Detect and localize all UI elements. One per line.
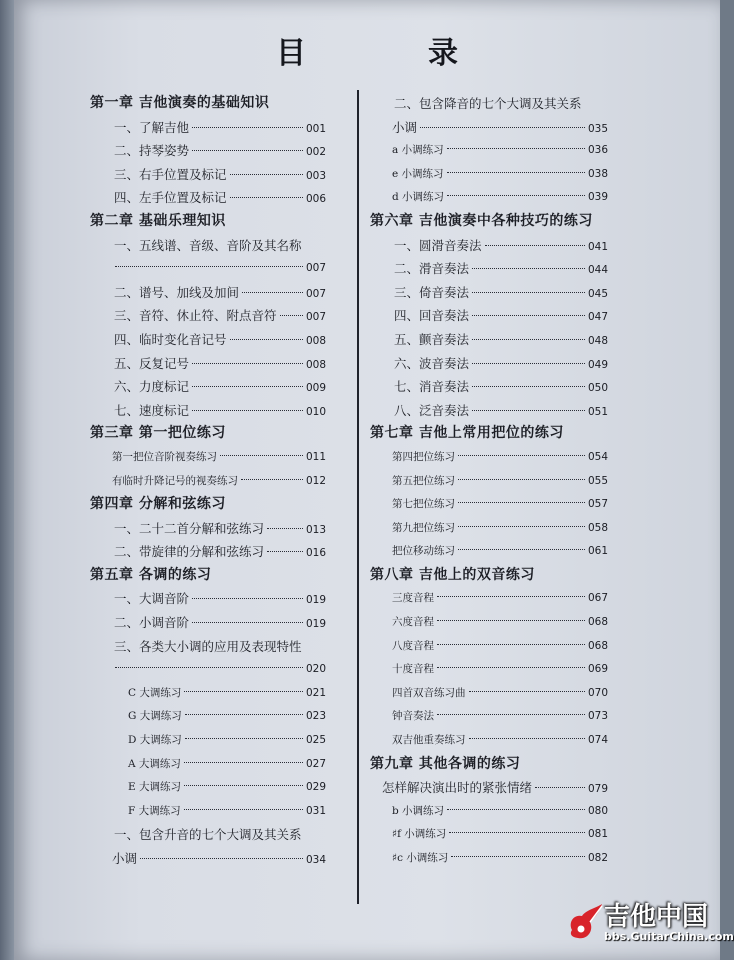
page-number: 067: [587, 592, 608, 605]
entry-title: 一、了解吉他: [114, 119, 190, 135]
page-number: 002: [305, 146, 326, 159]
entry-title: 二、谱号、加线及加间: [114, 284, 240, 300]
dot-leader: [437, 714, 585, 715]
toc-entry: 一、五线谱、音级、音阶及其名称: [114, 237, 302, 253]
entry-title: 三、音符、休止符、附点音符: [114, 308, 277, 324]
toc-entry: [90, 587, 326, 611]
dot-leader: [192, 386, 303, 387]
toc-entry: [370, 705, 608, 729]
toc-entry: [370, 328, 608, 352]
site-watermark: [564, 896, 734, 952]
toc-entry: [90, 446, 326, 470]
toc-entry: [90, 186, 326, 210]
dot-leader: [472, 292, 585, 293]
dot-leader: [447, 809, 585, 810]
entry-title: 一、二十二首分解和弦练习: [114, 520, 265, 536]
page-number: 035: [587, 122, 608, 135]
toc-entry: [90, 540, 326, 564]
chapter-heading: 第九章 其他各调的练习: [370, 755, 521, 772]
dot-leader: [185, 738, 303, 739]
toc-entry: [90, 729, 326, 753]
entry-title: 六度音程: [392, 616, 434, 629]
watermark-url: bbs.GuitarChina.com: [604, 930, 734, 943]
entry-title: 第七把位练习: [392, 498, 455, 511]
toc-entry: [370, 587, 608, 611]
dot-leader: [437, 644, 585, 645]
page-number: 019: [305, 618, 326, 631]
toc-entry: 二、包含降音的七个大调及其关系: [394, 96, 582, 111]
dot-leader: [458, 455, 585, 456]
dot-leader: [115, 266, 303, 267]
page-number: 058: [587, 521, 608, 534]
entry-title: C 大调练习: [128, 686, 182, 699]
page-number: 023: [305, 710, 326, 723]
toc-entry: [90, 776, 326, 800]
dot-leader: [192, 150, 303, 151]
page-number: 050: [587, 382, 608, 395]
toc-entry: [370, 682, 608, 706]
entry-title: 五、颤音奏法: [394, 331, 470, 347]
page-number: 070: [587, 686, 608, 699]
dot-leader: [437, 620, 585, 621]
dot-leader: [472, 363, 585, 364]
toc-entry: [90, 470, 326, 494]
page-number: 044: [587, 264, 608, 277]
page-number: 006: [305, 193, 326, 206]
page-number: 025: [305, 734, 326, 747]
entry-title: ♯c 小调练习: [392, 852, 449, 864]
entry-title: 十度音程: [392, 663, 434, 676]
dot-leader: [192, 410, 303, 411]
entry-title: 第九把位练习: [392, 521, 455, 534]
page-number: 061: [587, 545, 608, 558]
entry-title: 二、带旋律的分解和弦练习: [114, 544, 265, 560]
page-number: 041: [587, 240, 608, 253]
toc-entry: [370, 635, 608, 659]
column-divider: [357, 90, 359, 904]
toc-entry: [370, 729, 608, 753]
entry-title: 一、圆滑音奏法: [394, 237, 482, 253]
entry-title: 三度音程: [392, 592, 434, 605]
dot-leader: [469, 738, 585, 739]
page-number: 057: [587, 498, 608, 511]
entry-title: 三、右手位置及标记: [114, 166, 227, 182]
entry-title: D 大调练习: [128, 734, 182, 747]
dot-leader: [241, 479, 303, 480]
toc-entry: [90, 705, 326, 729]
entry-title: 三、倚音奏法: [394, 284, 470, 300]
dot-leader: [437, 596, 585, 597]
entry-title: 二、滑音奏法: [394, 261, 470, 277]
entry-title: 钟音奏法: [392, 710, 434, 723]
entry-title: d 小调练习: [392, 191, 445, 204]
toc-entry: [90, 139, 326, 163]
dot-leader: [267, 528, 303, 529]
dot-leader: [451, 856, 585, 857]
toc-entry: [90, 304, 326, 328]
entry-title: 八度音程: [392, 639, 434, 652]
page-number: 045: [587, 287, 608, 300]
toc-entry: [90, 328, 326, 352]
entry-title: 第一把位音阶视奏练习: [112, 450, 217, 463]
entry-title: 小调: [112, 851, 138, 866]
page-number: 019: [305, 594, 326, 607]
dot-leader: [192, 363, 303, 364]
entry-title: ♯f 小调练习: [392, 828, 447, 841]
entry-title: E 大调练习: [128, 781, 182, 794]
toc-entry: [90, 658, 326, 682]
dot-leader: [472, 339, 585, 340]
page-number: 016: [305, 547, 326, 560]
dot-leader: [447, 195, 585, 196]
toc-entry: [90, 281, 326, 305]
page-edge-strip: [0, 0, 14, 960]
dot-leader: [280, 315, 303, 316]
dot-leader: [485, 245, 585, 246]
page-number: 048: [587, 334, 608, 347]
page-number: 073: [587, 710, 608, 723]
page-number: 013: [305, 523, 326, 536]
page-number: 009: [305, 382, 326, 395]
dot-leader: [267, 551, 303, 552]
entry-title: 六、力度标记: [114, 379, 190, 395]
entry-title: 四、临时变化音记号: [114, 331, 227, 347]
page-number: 003: [305, 169, 326, 182]
toc-entry: [370, 493, 608, 517]
dot-leader: [192, 622, 303, 623]
dot-leader: [472, 386, 585, 387]
dot-leader: [184, 762, 303, 763]
dot-leader: [469, 691, 585, 692]
dot-leader: [447, 148, 585, 149]
entry-title: 四、回音奏法: [394, 308, 470, 324]
page-number: 081: [587, 828, 608, 841]
chapter-heading: 第四章 分解和弦练习: [90, 496, 226, 513]
toc-entry: [370, 375, 608, 399]
entry-title: e 小调练习: [392, 167, 444, 180]
toc-entry: [370, 611, 608, 635]
page-number: 011: [305, 450, 326, 463]
toc-entry: [90, 847, 326, 871]
toc-entry: [90, 257, 326, 281]
toc-entry: [370, 446, 608, 470]
entry-title: 七、速度标记: [114, 402, 190, 418]
toc-entry: [370, 776, 608, 800]
dot-leader: [140, 858, 303, 859]
page-number: 029: [305, 781, 326, 794]
entry-title: 六、波音奏法: [394, 355, 470, 371]
page-number: 036: [587, 144, 608, 157]
dot-leader: [192, 127, 303, 128]
entry-title: 一、大调音阶: [114, 591, 190, 607]
dot-leader: [472, 315, 585, 316]
toc-entry: [90, 163, 326, 187]
entry-title: 八、泛音奏法: [394, 402, 470, 418]
page-title: 目 录: [276, 36, 504, 71]
entry-title: 第五把位练习: [392, 474, 455, 487]
page-number: 080: [587, 804, 608, 817]
page-number: 020: [305, 663, 326, 676]
toc-entry: [370, 800, 608, 824]
toc-entry: [370, 823, 608, 847]
entry-title: G 大调练习: [128, 710, 182, 723]
page-number: 007: [305, 287, 326, 300]
toc-entry: [370, 352, 608, 376]
dot-leader: [242, 292, 303, 293]
dot-leader: [458, 502, 585, 503]
page-number: 049: [587, 358, 608, 371]
toc-left-column: [90, 92, 326, 871]
page-number: 010: [305, 405, 326, 418]
entry-title: 四首双音练习曲: [392, 686, 466, 699]
toc-entry: [370, 304, 608, 328]
toc-entry: [90, 375, 326, 399]
chapter-heading: 第七章 吉他上常用把位的练习: [370, 425, 564, 442]
toc-entry: [90, 116, 326, 140]
page-number: 007: [305, 262, 326, 275]
page-number: 068: [587, 639, 608, 652]
dot-leader: [220, 455, 303, 456]
entry-title: 把位移动练习: [392, 545, 455, 558]
toc-entry: [90, 682, 326, 706]
entry-title: 四、左手位置及标记: [114, 190, 227, 206]
dot-leader: [437, 667, 585, 668]
entry-title: 小调: [392, 119, 418, 135]
toc-entry: [370, 847, 608, 871]
page-number: 068: [587, 616, 608, 629]
dot-leader: [192, 598, 303, 599]
page-number: 034: [305, 854, 326, 866]
page-number: 008: [305, 358, 326, 371]
dot-leader: [185, 714, 303, 715]
toc-entry: [370, 517, 608, 541]
dot-leader: [230, 174, 303, 175]
dot-leader: [458, 526, 585, 527]
page-number: 012: [305, 474, 326, 487]
toc-entry: [370, 470, 608, 494]
entry-title: A 大调练习: [128, 757, 181, 770]
entry-title: a 小调练习: [392, 144, 444, 157]
entry-title: 二、持琴姿势: [114, 143, 190, 159]
chapter-heading: 第八章 吉他上的双音练习: [370, 566, 535, 583]
page-number: 007: [305, 311, 326, 324]
chapter-heading: 第二章 基础乐理知识: [90, 212, 226, 229]
toc-entry: [90, 517, 326, 541]
dot-leader: [458, 549, 585, 550]
page-number: 021: [305, 686, 326, 699]
toc-entry: [90, 399, 326, 423]
toc-entry: 一、包含升音的七个大调及其关系: [114, 827, 302, 843]
page-number: 055: [587, 474, 608, 487]
entry-title: F 大调练习: [128, 804, 181, 817]
dot-leader: [115, 667, 303, 668]
chapter-heading: 第五章 各调的练习: [90, 566, 212, 583]
toc-entry: [370, 658, 608, 682]
entry-title: 七、消音奏法: [394, 379, 470, 395]
dot-leader: [472, 268, 585, 269]
page-number: 051: [587, 405, 608, 418]
toc-entry: [90, 753, 326, 777]
dot-leader: [449, 832, 585, 833]
page-number: 039: [587, 191, 608, 204]
toc-entry: [370, 257, 608, 281]
dot-leader: [535, 787, 585, 788]
dot-leader: [184, 809, 303, 810]
entry-title: 怎样解决演出时的紧张情绪: [382, 780, 533, 796]
page-number: 001: [305, 122, 326, 135]
page-number: 054: [587, 450, 608, 463]
chapter-heading: 第三章 第一把位练习: [90, 425, 226, 442]
toc-entry: [370, 139, 608, 163]
toc-entry: [370, 116, 608, 140]
entry-title: 二、小调音阶: [114, 615, 190, 631]
toc-entry: [90, 611, 326, 635]
toc-entry: [370, 281, 608, 305]
dot-leader: [447, 172, 585, 173]
entry-title: 五、反复记号: [114, 355, 190, 371]
dot-leader: [230, 197, 303, 198]
toc-entry: [370, 234, 608, 258]
toc-entry: 三、各类大小调的应用及表现特性: [114, 638, 302, 654]
toc-entry: [90, 352, 326, 376]
page-number: 031: [305, 804, 326, 817]
dot-leader: [458, 479, 585, 480]
entry-title: 有临时升降记号的视奏练习: [112, 474, 238, 487]
toc-entry: [370, 540, 608, 564]
dot-leader: [420, 127, 585, 128]
page-number: 079: [587, 783, 608, 796]
entry-title: 第四把位练习: [392, 450, 455, 463]
entry-title: b 小调练习: [392, 804, 445, 817]
chapter-heading: 第一章 吉他演奏的基础知识: [90, 95, 270, 111]
toc-entry: [90, 800, 326, 824]
dot-leader: [184, 691, 303, 692]
page-number: 069: [587, 663, 608, 676]
dot-leader: [184, 785, 303, 786]
page-number: 074: [587, 734, 608, 747]
dot-leader: [472, 410, 585, 411]
dot-leader: [230, 339, 303, 340]
toc-right-column: [370, 92, 608, 871]
toc-entry: [370, 399, 608, 423]
page-number: 008: [305, 334, 326, 347]
watermark-site-name: 吉他中国: [604, 902, 709, 932]
chapter-heading: 第六章 吉他演奏中各种技巧的练习: [370, 212, 593, 229]
page-number: 047: [587, 311, 608, 324]
toc-entry: [370, 186, 608, 210]
toc-entry: [370, 163, 608, 187]
page-number: 082: [587, 852, 608, 864]
page-number: 027: [305, 757, 326, 770]
page-number: 038: [587, 167, 608, 180]
entry-title: 双吉他重奏练习: [392, 734, 466, 747]
